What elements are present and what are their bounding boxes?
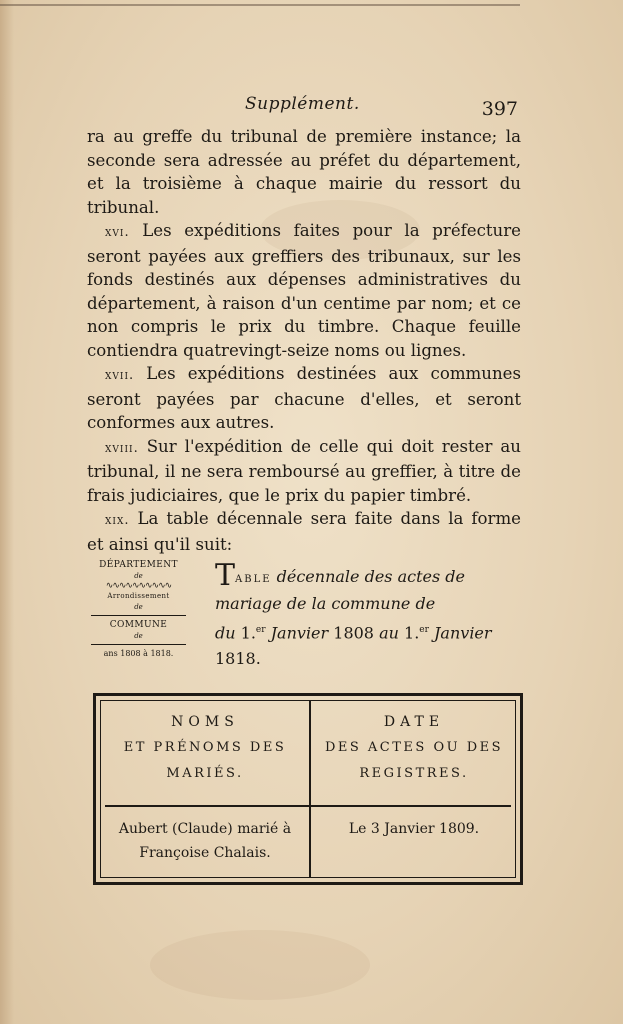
stamp-commune: COMMUNE [109,620,168,630]
header-line: DES ACTES OU DES [324,740,504,755]
article-16 [87,219,521,362]
stamp-de: de [134,572,143,580]
decennial-table [93,693,523,885]
article-text: Les expéditions destinées aux communes seront payées par chacune d'elles, et seront conformes aux autres. [87,364,521,432]
title-du: du [215,623,236,643]
article-number: xviii. [105,440,139,456]
header-line: REGISTRES. [359,766,469,781]
cell-line: Françoise Chalais. [139,845,271,861]
title-year2: 1818. [215,649,261,669]
header-line: DATE [383,714,445,730]
article-17 [87,362,521,435]
title-date1: 1. [240,623,256,643]
table-cell [311,817,517,841]
page-edge-shadow [0,0,14,1024]
body-text [87,125,521,556]
table-cell [101,817,309,865]
table-inner-frame [100,700,516,878]
title-text: décennale des actes de mariage de la commune de [215,567,465,613]
column-header [101,709,309,787]
title-janvier1: Janvier [270,623,329,643]
column-header [311,709,517,787]
stamp-rule [91,615,186,616]
stamp-departement: DÉPARTEMENT [99,560,178,570]
article-number: xvii. [105,368,135,383]
cell-line: Le 3 Janvier 1809. [348,821,480,837]
stamp-de: de [134,632,143,640]
title-sup2: er [419,625,429,635]
column-date [311,701,517,877]
title-au: au [379,623,399,643]
top-rule [0,4,520,6]
stamp-years: ans 1808 à 1818. [103,649,174,658]
article-18 [87,435,521,508]
article-text: Sur l'expédition de celle qui doit rester au tribunal, il ne sera remboursé au greffier, à titre de frais judiciaires, que le prix du papier timbré. [87,436,521,505]
title-janvier2: Janvier [434,623,492,643]
header-rule [105,805,511,807]
header-line: ET PRÉNOMS DES [123,740,287,755]
title-date2: 1. [404,623,420,643]
header-line: NOMS [171,714,239,730]
running-title: Supplément. [245,94,360,114]
stamp-arrondissement: Arrondissement [107,592,170,600]
drop-capital: T [215,558,236,593]
table-title [215,558,525,672]
stamp-rule [91,644,186,645]
paragraph-continuation: ra au greffe du tribunal de première instance; la seconde sera adressée au préfet du département, et la troisième à chaque mairie du ressort du tribunal. [87,127,521,217]
column-names [101,701,309,877]
article-text: Les expéditions faites pour la préfecture seront payées aux greffiers des tribunaux, sur les fonds destinés aux dépenses administratives du département, à raison d'un centime par nom; et ce non compris le prix du timbre. Chaque feuille contiendra quatrevingt-seize noms ou lignes. [87,221,521,360]
article-text: La table décennale sera faite dans la forme et ainsi qu'il suit: [87,509,522,554]
article-number: xix. [105,513,130,528]
title-year1: 1808 [333,623,374,643]
article-19 [87,507,521,556]
header-line: MARIÉS. [166,766,244,781]
article-number: xvi. [105,225,130,240]
title-caps: able [235,570,272,586]
paper-stain [150,930,370,1000]
stamp-de: de [134,603,143,611]
cell-line: Aubert (Claude) marié à [118,821,292,837]
page-number: 397 [481,98,518,120]
title-sup1: er [255,625,266,635]
stamp-wave-ornament: ∿∿∿∿∿∿∿∿∿∿ [105,581,172,591]
page-header [87,92,520,122]
administrative-stamp [87,560,190,659]
